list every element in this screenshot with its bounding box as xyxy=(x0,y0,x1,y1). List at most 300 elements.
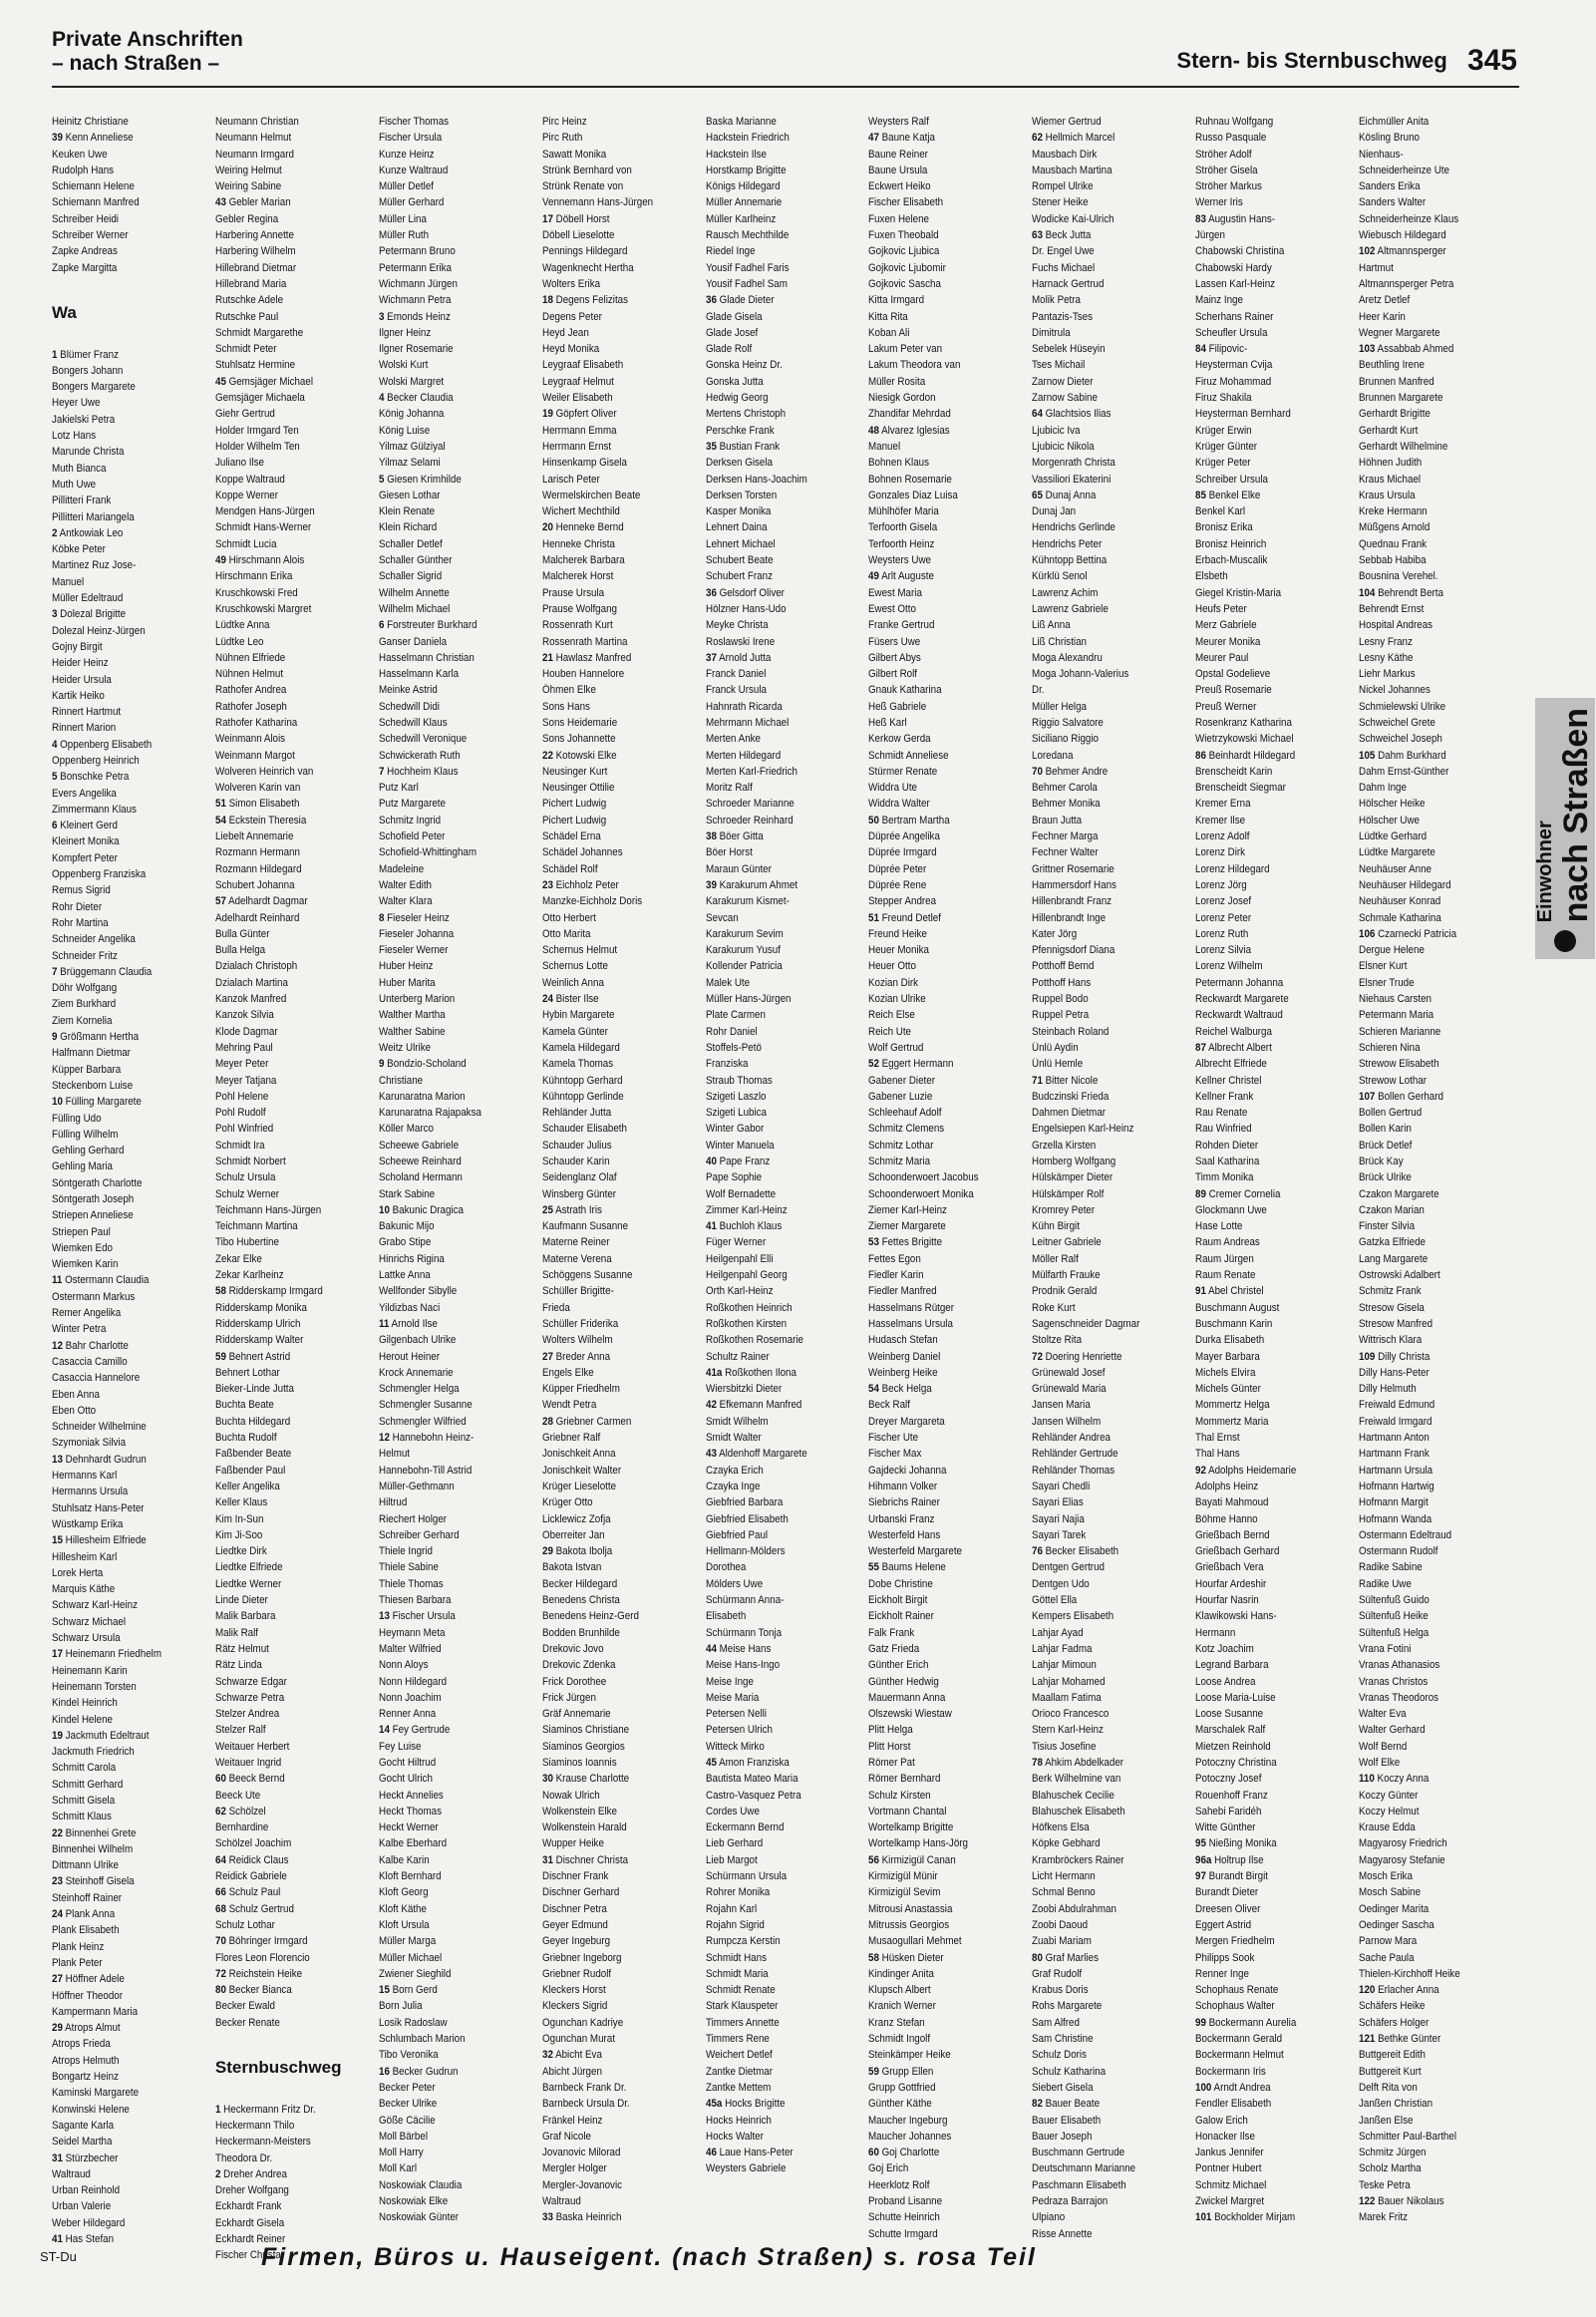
resident-entry: Mayer Barbara xyxy=(1195,1350,1261,1363)
resident-entry: Eckwert Heiko xyxy=(868,180,932,193)
resident-entry: Dr. xyxy=(1032,684,1045,697)
resident-entry: Heymann Meta xyxy=(378,1626,446,1639)
resident-entry: Stener Heike xyxy=(1032,196,1089,209)
resident-entry: Raum Andreas xyxy=(1195,1236,1261,1249)
house-number: 19 xyxy=(52,1729,63,1742)
resident-entry: 23 Eichholz Peter xyxy=(541,878,619,891)
resident-entry: Schädel Rolf xyxy=(541,862,598,875)
resident-entry: Pontner Hubert xyxy=(1195,2162,1262,2175)
house-number: 121 xyxy=(1359,2033,1376,2046)
house-number: 102 xyxy=(1359,245,1376,258)
house-number: 41 xyxy=(705,1220,717,1233)
resident-entry: Schulz Lothar xyxy=(214,1918,275,1931)
footer-code: ST-Du xyxy=(40,2249,77,2264)
resident-entry: Schultz Rainer xyxy=(705,1350,770,1363)
resident-entry: Lorenz Josef xyxy=(1195,895,1252,908)
resident-entry: 54 Beck Helga xyxy=(868,1383,933,1396)
resident-entry: Gerhardt Brigitte xyxy=(1359,408,1431,421)
house-number: 70 xyxy=(214,1935,226,1948)
house-number: 17 xyxy=(52,1648,63,1661)
resident-entry: Zantke Dietmar xyxy=(705,2065,773,2078)
resident-entry: Gerhardt Kurt xyxy=(1359,424,1419,437)
resident-entry: Rouenhoff Franz xyxy=(1195,1789,1269,1802)
resident-entry: Schneiderheinze Ute xyxy=(1359,164,1450,176)
resident-entry: Deutschmann Marianne xyxy=(1032,2162,1136,2175)
resident-entry: Strünk Bernhard von xyxy=(541,164,632,176)
house-number: 14 xyxy=(378,1724,390,1737)
resident-entry: Buchta Beate xyxy=(214,1399,274,1412)
resident-entry: Weinlich Anna xyxy=(541,976,604,989)
resident-entry: Petermann Maria xyxy=(1359,1009,1435,1022)
resident-entry: Schoonderwoert Monika xyxy=(868,1187,975,1200)
resident-entry: Schmitz Clemens xyxy=(868,1123,945,1136)
resident-entry: Lahjar Mohamed xyxy=(1032,1675,1106,1688)
resident-entry: Zantke Mettem xyxy=(705,2081,771,2094)
resident-entry: Schmidt Lucia xyxy=(214,537,277,550)
resident-entry: Niehaus Carsten xyxy=(1359,993,1433,1006)
listing-column xyxy=(868,114,1029,2264)
resident-entry: Thiele Ingrid xyxy=(378,1545,433,1558)
resident-entry: Vortmann Chantal xyxy=(868,1805,947,1818)
resident-entry: Bousnina Verehel. xyxy=(1359,570,1438,583)
resident-entry: Thal Hans xyxy=(1195,1448,1240,1461)
resident-entry: Kitta Rita xyxy=(868,310,909,323)
resident-entry: Wolters Erika xyxy=(541,277,600,290)
resident-entry: Schreiber Gerhard xyxy=(378,1528,460,1541)
resident-entry: Moll Harry xyxy=(378,2147,424,2159)
resident-entry: Lahjar Ayad xyxy=(1032,1626,1084,1639)
resident-entry: Hasselmann Karla xyxy=(378,668,459,681)
resident-entry: Schieren Nina xyxy=(1359,1041,1421,1054)
house-number: 24 xyxy=(541,993,553,1006)
resident-entry: Walter Edith xyxy=(378,878,432,891)
resident-entry: Giebfried Barbara xyxy=(705,1496,783,1509)
resident-entry: Marek Fritz xyxy=(1359,2211,1409,2224)
resident-entry: Bronisz Erika xyxy=(1195,521,1253,534)
resident-entry: Bodden Brunhilde xyxy=(541,1626,620,1639)
resident-entry: Bakota Istvan xyxy=(541,1561,602,1574)
house-number: 38 xyxy=(705,830,717,843)
house-number: 8 xyxy=(378,911,385,924)
resident-entry: Lahjar Mimoun xyxy=(1032,1659,1098,1672)
house-number: 13 xyxy=(378,1610,390,1623)
resident-entry: Hillebrand Dietmar xyxy=(214,261,296,274)
resident-entry: Ostrowski Adalbert xyxy=(1359,1269,1440,1282)
resident-entry: 85 Benkel Elke xyxy=(1195,489,1261,501)
resident-entry: 107 Bollen Gerhard xyxy=(1359,1090,1444,1103)
house-number: 45 xyxy=(214,375,226,388)
resident-entry: Pohl Rudolf xyxy=(214,1107,266,1120)
resident-entry: 6 Forstreuter Burkhard xyxy=(378,619,478,632)
resident-entry: Hillenbrandt Franz xyxy=(1032,895,1113,908)
resident-entry: Mommertz Helga xyxy=(1195,1399,1270,1412)
resident-entry: Weber Hildegard xyxy=(52,2216,126,2229)
resident-entry: Falk Frank xyxy=(868,1626,915,1639)
house-number: 95 xyxy=(1195,1837,1207,1850)
resident-entry: Zarnow Sabine xyxy=(1032,392,1099,405)
resident-entry: Buschmann August xyxy=(1195,1301,1280,1314)
resident-entry: Buschmann Karin xyxy=(1195,1317,1273,1330)
resident-entry: Sebelek Hüseyin xyxy=(1032,343,1106,356)
resident-entry: Schmielewski Ulrike xyxy=(1359,700,1446,713)
resident-entry: Pirc Ruth xyxy=(541,132,582,145)
resident-entry: Teske Petra xyxy=(1359,2178,1411,2191)
resident-entry: Göttel Ella xyxy=(1032,1594,1078,1607)
resident-entry: Kompfert Peter xyxy=(52,851,118,864)
resident-entry: Dimitrula xyxy=(1032,326,1071,339)
resident-entry: Weitauer Herbert xyxy=(214,1740,290,1753)
resident-entry: Wolski Kurt xyxy=(378,359,429,372)
house-number: 82 xyxy=(1032,2098,1044,2111)
resident-entry: Brenscheidt Siegmar xyxy=(1195,782,1287,795)
resident-entry: Engelsiepen Karl-Heinz xyxy=(1032,1123,1134,1136)
resident-entry: Brunnen Manfred xyxy=(1359,375,1435,388)
resident-entry: Strewow Elisabeth xyxy=(1359,1058,1439,1071)
resident-entry: Lorenz Peter xyxy=(1195,911,1252,924)
resident-entry: 9 Bondzio-Scholand xyxy=(378,1058,467,1071)
resident-entry: Kindel Helene xyxy=(52,1713,114,1726)
resident-entry: Wellfonder Sibylle xyxy=(378,1285,457,1298)
resident-entry: 68 Schulz Gertrud xyxy=(214,1902,294,1915)
resident-entry: Sevcan xyxy=(705,911,739,924)
resident-entry: Hofmann Hartwig xyxy=(1359,1480,1435,1492)
resident-entry: Fischer Thomas xyxy=(378,116,449,128)
resident-entry: Eckhardt Gisela xyxy=(214,2216,285,2229)
resident-entry: Jankus Jennifer xyxy=(1195,2147,1264,2159)
resident-entry: Helmut xyxy=(378,1448,410,1461)
resident-entry: Holder Irmgard Ten xyxy=(214,424,299,437)
resident-entry: Bayati Mahmoud xyxy=(1195,1496,1269,1509)
resident-entry: Pillitteri Frank xyxy=(52,495,112,507)
resident-entry: Malter Wilfried xyxy=(378,1642,442,1655)
resident-entry: Mausbach Martina xyxy=(1032,164,1113,176)
resident-entry: Brenscheidt Karin xyxy=(1195,765,1273,778)
resident-entry: Hinrichs Rigina xyxy=(378,1252,445,1265)
house-number: 83 xyxy=(1195,212,1207,225)
resident-entry: 62 Schölzel xyxy=(214,1805,266,1818)
resident-entry: Walter Klara xyxy=(378,895,433,908)
listing-column xyxy=(215,114,376,2264)
resident-entry: Kruschkowski Fred xyxy=(214,586,298,599)
resident-entry: Schmidt Ira xyxy=(214,1139,265,1152)
house-number: 15 xyxy=(52,1534,63,1547)
resident-entry: 50 Bertram Martha xyxy=(868,814,951,827)
resident-entry: Benedens Heinz-Gerd xyxy=(541,1610,639,1623)
resident-entry: Lieb Margot xyxy=(705,1853,758,1866)
resident-entry: Siebrichs Rainer xyxy=(868,1496,941,1509)
resident-entry: Vranas Theodoros xyxy=(1359,1691,1439,1704)
resident-entry: Urbanski Franz xyxy=(868,1512,935,1525)
resident-entry: 91 Abel Christel xyxy=(1195,1285,1264,1298)
resident-entry: Sons Heidemarie xyxy=(541,716,617,729)
resident-entry: Jackmuth Friedrich xyxy=(52,1746,135,1759)
resident-entry: Stelzer Ralf xyxy=(214,1724,266,1737)
resident-entry: Kitta Irmgard xyxy=(868,294,925,307)
resident-entry: Schmitz Ingrid xyxy=(378,814,441,827)
house-number: 50 xyxy=(868,814,880,827)
resident-entry: Weinberg Heike xyxy=(868,1366,938,1379)
resident-entry: Koppe Waltraud xyxy=(214,473,285,486)
resident-entry: Hendrichs Peter xyxy=(1032,537,1103,550)
resident-entry: Weitauer Ingrid xyxy=(214,1756,282,1769)
resident-entry: Drekovic Jovo xyxy=(541,1642,604,1655)
resident-entry: 52 Eggert Hermann xyxy=(868,1058,954,1071)
resident-entry: Höffner Theodor xyxy=(52,1989,123,2002)
resident-entry: Schürmann Anna- xyxy=(705,1594,784,1607)
house-number: 57 xyxy=(214,895,226,908)
resident-entry: Koppe Werner xyxy=(214,489,278,501)
resident-entry: Kempers Elisabeth xyxy=(1032,1610,1115,1623)
resident-entry: Griebner Rudolf xyxy=(541,1967,611,1980)
resident-entry: Noskowiak Günter xyxy=(378,2211,459,2224)
resident-entry: Rudolph Hans xyxy=(52,164,115,176)
resident-entry: Düprée Angelika xyxy=(868,830,941,843)
resident-entry: Weiler Elisabeth xyxy=(541,392,613,405)
resident-entry: Walther Sabine xyxy=(378,1025,446,1038)
house-number: 32 xyxy=(541,2049,553,2062)
house-number: 84 xyxy=(1195,343,1207,356)
resident-entry: Kruschkowski Margret xyxy=(214,602,312,615)
resident-entry: 99 Bockermann Aurelia xyxy=(1195,2016,1297,2029)
resident-entry: 23 Steinhoff Gisela xyxy=(52,1875,135,1888)
resident-entry: Wolf Bernadette xyxy=(705,1187,776,1200)
resident-entry: Manuel xyxy=(868,440,901,453)
resident-entry: Liß Christian xyxy=(1032,635,1088,648)
resident-entry: 39 Karakurum Ahmet xyxy=(705,878,798,891)
resident-entry: Wegner Margarete xyxy=(1359,326,1440,339)
resident-entry: Lahjar Fadma xyxy=(1032,1642,1093,1655)
resident-entry: Neusinger Kurt xyxy=(541,765,608,778)
resident-entry: 59 Behnert Astrid xyxy=(214,1350,291,1363)
resident-entry: Schäfers Heike xyxy=(1359,2000,1426,2013)
resident-entry: Dentgen Udo xyxy=(1032,1577,1091,1590)
resident-entry: 106 Czarnecki Patricia xyxy=(1359,927,1457,940)
resident-entry: Dittmann Ulrike xyxy=(52,1859,119,1872)
resident-entry: Hackstein Friedrich xyxy=(705,132,790,145)
resident-entry: Heckt Werner xyxy=(378,1821,439,1834)
resident-entry: Orth Karl-Heinz xyxy=(705,1285,774,1298)
resident-entry: Faßbender Paul xyxy=(214,1464,286,1477)
resident-entry: Pillitteri Mariangela xyxy=(52,510,135,523)
resident-entry: Grießbach Vera xyxy=(1195,1561,1264,1574)
resident-entry: 57 Adelhardt Dagmar xyxy=(214,895,308,908)
house-number: 11 xyxy=(52,1274,63,1287)
resident-entry: 4 Becker Claudia xyxy=(378,392,454,405)
resident-entry: Sons Hans xyxy=(541,700,590,713)
resident-entry: 63 Beck Jutta xyxy=(1032,229,1092,242)
resident-entry: Elisabeth xyxy=(705,1610,746,1623)
resident-entry: Wichmann Petra xyxy=(378,294,452,307)
resident-entry: Harbering Annette xyxy=(214,229,294,242)
resident-entry: Schwickerath Ruth xyxy=(378,749,461,762)
resident-entry: Weiring Sabine xyxy=(214,180,282,193)
house-number: 31 xyxy=(52,2152,63,2164)
resident-entry: Kozian Dirk xyxy=(868,976,919,989)
resident-entry: 51 Freund Detlef xyxy=(868,911,942,924)
resident-entry: Morgenrath Christa xyxy=(1032,457,1117,470)
resident-entry: Buchta Rudolf xyxy=(214,1432,277,1445)
resident-entry: Heinemann Torsten xyxy=(52,1680,137,1693)
resident-entry: Kalbe Eberhard xyxy=(378,1837,447,1850)
resident-entry: Kanzok Manfred xyxy=(214,993,287,1006)
resident-entry: König Luise xyxy=(378,424,430,437)
resident-entry: 89 Cremer Cornelia xyxy=(1195,1187,1281,1200)
resident-entry: Meurer Monika xyxy=(1195,635,1261,648)
resident-entry: Reidick Gabriele xyxy=(214,1870,287,1883)
resident-entry: Zimmer Karl-Heinz xyxy=(705,1203,788,1216)
resident-entry: Behnert Lothar xyxy=(214,1366,280,1379)
resident-entry: Maucher Johannes xyxy=(868,2130,952,2143)
resident-entry: Rozmann Hermann xyxy=(214,846,300,859)
resident-entry: 58 Hüsken Dieter xyxy=(868,1951,945,1964)
resident-entry: 47 Baune Katja xyxy=(868,132,936,145)
resident-entry: Hase Lotte xyxy=(1195,1220,1243,1233)
resident-entry: Castro-Vasquez Petra xyxy=(705,1789,801,1802)
resident-entry: Malcherek Horst xyxy=(541,570,613,583)
resident-entry: Lakum Peter van xyxy=(868,343,943,356)
house-number: 10 xyxy=(52,1096,63,1109)
resident-entry: Müller Gerhard xyxy=(378,196,445,209)
resident-entry: Düprée Rene xyxy=(868,878,927,891)
resident-entry: Schwarz Ursula xyxy=(52,1632,121,1645)
resident-entry: Söntgerath Charlotte xyxy=(52,1176,143,1189)
resident-entry: Sagante Karla xyxy=(52,2119,115,2132)
resident-entry: Hartmann Anton xyxy=(1359,1432,1430,1445)
resident-entry: Söntgerath Joseph xyxy=(52,1193,135,1205)
resident-entry: Christiane xyxy=(378,1074,423,1087)
resident-entry: Strewow Lothar xyxy=(1359,1074,1428,1087)
house-number: 30 xyxy=(541,1773,553,1786)
resident-entry: Franke Gertrud xyxy=(868,619,935,632)
resident-entry: Sawatt Monika xyxy=(541,148,606,161)
resident-entry: 3 Dolezal Brigitte xyxy=(52,608,127,621)
resident-entry: 46 Laue Hans-Peter xyxy=(705,2147,794,2159)
resident-entry: Böer Horst xyxy=(705,846,753,859)
resident-entry: Fieseler Werner xyxy=(378,944,449,957)
resident-entry: Baska Marianne xyxy=(705,116,777,128)
resident-entry: Theodora Dr. xyxy=(214,2152,273,2164)
resident-entry: Schauder Elisabeth xyxy=(541,1123,627,1136)
resident-entry: Schmitt Klaus xyxy=(52,1811,112,1823)
resident-entry: Lesny Franz xyxy=(1359,635,1414,648)
resident-entry: Ridderskamp Walter xyxy=(214,1334,304,1347)
listing-column xyxy=(1032,114,1192,2264)
resident-entry: König Johanna xyxy=(378,408,445,421)
resident-entry: Gehling Gerhard xyxy=(52,1145,125,1158)
resident-entry: 6 Kleinert Gerd xyxy=(52,820,118,832)
house-number: 29 xyxy=(541,1545,553,1558)
resident-entry: Füger Werner xyxy=(705,1236,766,1249)
listing-column xyxy=(52,114,212,2264)
resident-entry: Schaller Sigrid xyxy=(378,570,442,583)
resident-entry: Jakielski Petra xyxy=(52,413,116,426)
resident-entry: Wolski Margret xyxy=(378,375,444,388)
resident-entry: Hillenbrandt Inge xyxy=(1032,911,1107,924)
resident-entry: Ilgner Rosemarie xyxy=(378,343,454,356)
resident-entry: Zoobi Daoud xyxy=(1032,1918,1089,1931)
resident-entry: Lakum Theodora van xyxy=(868,359,961,372)
resident-entry: Thal Ernst xyxy=(1195,1432,1240,1445)
resident-entry: Ziemer Karl-Heinz xyxy=(868,1203,948,1216)
resident-entry: Loose Susanne xyxy=(1195,1708,1264,1721)
resident-entry: 22 Kotowski Elke xyxy=(541,749,617,762)
resident-entry: Meise Hans-Ingo xyxy=(705,1659,780,1672)
resident-entry: 37 Arnold Jutta xyxy=(705,651,771,664)
resident-entry: 16 Becker Gudrun xyxy=(378,2065,459,2078)
house-number: 58 xyxy=(214,1285,226,1298)
resident-entry: Hinsenkamp Gisela xyxy=(541,457,627,470)
resident-entry: Lesny Käthe xyxy=(1359,651,1414,664)
resident-entry: 4 Oppenberg Elisabeth xyxy=(52,738,153,751)
resident-entry: Waltraud xyxy=(52,2167,91,2180)
resident-entry: Schreiber Werner xyxy=(52,229,129,242)
resident-entry: 5 Bonschke Petra xyxy=(52,771,130,784)
resident-entry: Steckenborn Luise xyxy=(52,1079,134,1092)
resident-entry: Maallam Fatima xyxy=(1032,1691,1103,1704)
house-number: 4 xyxy=(52,738,58,751)
resident-entry: Düprée Irmgard xyxy=(868,846,938,859)
resident-entry: Rutschke Adele xyxy=(214,294,283,307)
resident-entry: Frick Jürgen xyxy=(541,1691,596,1704)
resident-entry: Moga Alexandru xyxy=(1032,651,1104,664)
resident-entry: 25 Astrath Iris xyxy=(541,1203,602,1216)
resident-entry: Nickel Johannes xyxy=(1359,684,1431,697)
resident-entry: Firuz Shakila xyxy=(1195,392,1252,405)
resident-entry: Giegel Kristin-Maria xyxy=(1195,586,1282,599)
resident-entry: Fey Luise xyxy=(378,1740,422,1753)
house-number: 40 xyxy=(705,1156,717,1167)
resident-entry: 17 Heinemann Friedhelm xyxy=(52,1648,161,1661)
house-number: 66 xyxy=(214,1886,226,1899)
resident-entry: Evers Angelika xyxy=(52,787,117,800)
resident-entry: Koczy Günter xyxy=(1359,1789,1419,1802)
resident-entry: Kranich Werner xyxy=(868,2000,937,2013)
resident-entry: Dreesen Oliver xyxy=(1195,1902,1261,1915)
resident-entry: 7 Hochheim Klaus xyxy=(378,765,459,778)
resident-entry: Moritz Ralf xyxy=(705,782,753,795)
house-number: 85 xyxy=(1195,489,1207,501)
resident-entry: Terfoorth Heinz xyxy=(868,537,935,550)
resident-entry: Rau Winfried xyxy=(1195,1123,1252,1136)
resident-entry: Steinhoff Rainer xyxy=(52,1891,123,1904)
resident-entry: Sanders Erika xyxy=(1359,180,1421,193)
resident-entry: Neumann Christian xyxy=(214,116,299,128)
resident-entry: Behrendt Ernst xyxy=(1359,602,1425,615)
resident-entry: Scheufler Ursula xyxy=(1195,326,1268,339)
resident-entry: Neuhäuser Konrad xyxy=(1359,895,1441,908)
house-number: 76 xyxy=(1032,1545,1044,1558)
resident-entry: Potthoff Hans xyxy=(1032,976,1092,989)
house-number: 49 xyxy=(868,570,880,583)
resident-entry: Czakon Margarete xyxy=(1359,1187,1439,1200)
resident-entry: Konwinski Helene xyxy=(52,2103,130,2116)
resident-entry: Schmidt Peter xyxy=(214,343,277,356)
resident-entry: Eckhardt Frank xyxy=(214,2200,282,2213)
resident-entry: Fülling Udo xyxy=(52,1112,102,1125)
resident-entry: Fiedler Karin xyxy=(868,1269,924,1282)
resident-entry: 105 Dahm Burkhard xyxy=(1359,749,1446,762)
house-number: 70 xyxy=(1032,765,1044,778)
resident-entry: Kollender Patricia xyxy=(705,960,783,973)
resident-entry: Schernus Helmut xyxy=(541,944,617,957)
resident-entry: Ilgner Heinz xyxy=(378,326,432,339)
resident-entry: Pohl Winfried xyxy=(214,1123,274,1136)
resident-entry: Füsers Uwe xyxy=(868,635,921,648)
resident-entry: Widdra Ute xyxy=(868,782,918,795)
resident-entry: Heider Heinz xyxy=(52,657,109,670)
resident-entry: 43 Gebler Marian xyxy=(214,196,291,209)
resident-entry: Glade Rolf xyxy=(705,343,752,356)
